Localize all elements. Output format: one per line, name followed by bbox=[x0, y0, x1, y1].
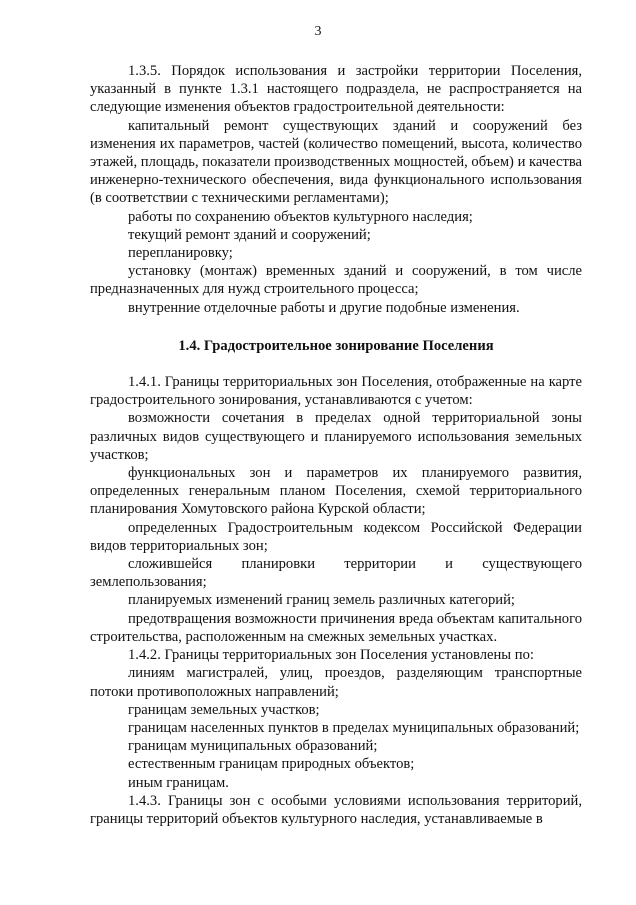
paragraph-list-item: внутренние отделочные работы и другие подобные изменения. bbox=[128, 299, 520, 316]
paragraph-list-item: естественным границам природных объектов; bbox=[128, 756, 415, 773]
paragraph-list-item: перепланировку; bbox=[128, 245, 233, 262]
paragraph-list-item: работы по сохранению объектов культурного наследия; bbox=[128, 208, 473, 225]
paragraph-list-item: планируемых изменений границ земель различных категорий; bbox=[128, 592, 515, 609]
paragraph-list-item: определенных Градостроительным кодексом Российской Федерации видов территориальных зон; bbox=[90, 519, 582, 554]
paragraph-list-item: границам муниципальных образований; bbox=[128, 738, 378, 755]
paragraph-1-4-1: 1.4.1. Границы территориальных зон Поселения, отображенные на карте градостроительного зонирования, устанавливаются с учетом: bbox=[90, 374, 582, 409]
paragraph-list-item: капитальный ремонт существующих зданий и сооружений без изменения их параметров, частей (количество помещений, высота, количество этажей, площадь, показатели производственных мощностей, объем) и качества инженерно-технического обеспечения, вида функционального использования (в соответствии с техническими регламентами); bbox=[90, 117, 582, 207]
paragraph-1-3-5: 1.3.5. Порядок использования и застройки территории Поселения, указанный в пункте 1.3.1 настоящего подраздела, не распространяется на следующие изменения объектов градостроительной деятельности: bbox=[90, 63, 582, 116]
document-body bbox=[90, 62, 582, 828]
paragraph-1-4-3: 1.4.3. Границы зон с особыми условиями использования территорий, границы территорий объектов культурного наследия, устанавливаемые в bbox=[90, 792, 582, 827]
paragraph-list-item: текущий ремонт зданий и сооружений; bbox=[128, 226, 371, 243]
paragraph-list-item: границам земельных участков; bbox=[128, 701, 320, 718]
paragraph-list-item: предотвращения возможности причинения вреда объектам капитального строительства, расположенным на смежных земельных участках. bbox=[90, 610, 582, 645]
paragraph-list-item: функциональных зон и параметров их планируемого развития, определенных генеральным планом Поселения, схемой территориального планирования Хомутовского района Курской области; bbox=[90, 465, 582, 518]
section-heading: 1.4. Градостроительное зонирование Поселения bbox=[178, 337, 494, 354]
paragraph-list-item: иным границам. bbox=[128, 774, 229, 791]
paragraph-list-item: возможности сочетания в пределах одной территориальной зоны различных видов существующего и планируемого использования земельных участков; bbox=[90, 410, 582, 463]
page-number: 3 bbox=[314, 24, 322, 39]
paragraph-list-item: линиям магистралей, улиц, проездов, разделяющим транспортные потоки противоположных направлений; bbox=[90, 665, 582, 700]
paragraph-list-item: установку (монтаж) временных зданий и сооружений, в том числе предназначенных для нужд строительного процесса; bbox=[90, 263, 582, 298]
paragraph-list-item: границам населенных пунктов в пределах муниципальных образований; bbox=[128, 719, 580, 736]
paragraph-1-4-2: 1.4.2. Границы территориальных зон Поселения установлены по: bbox=[128, 647, 534, 664]
paragraph-list-item: сложившейся планировки территории и существующего землепользования; bbox=[90, 556, 582, 591]
